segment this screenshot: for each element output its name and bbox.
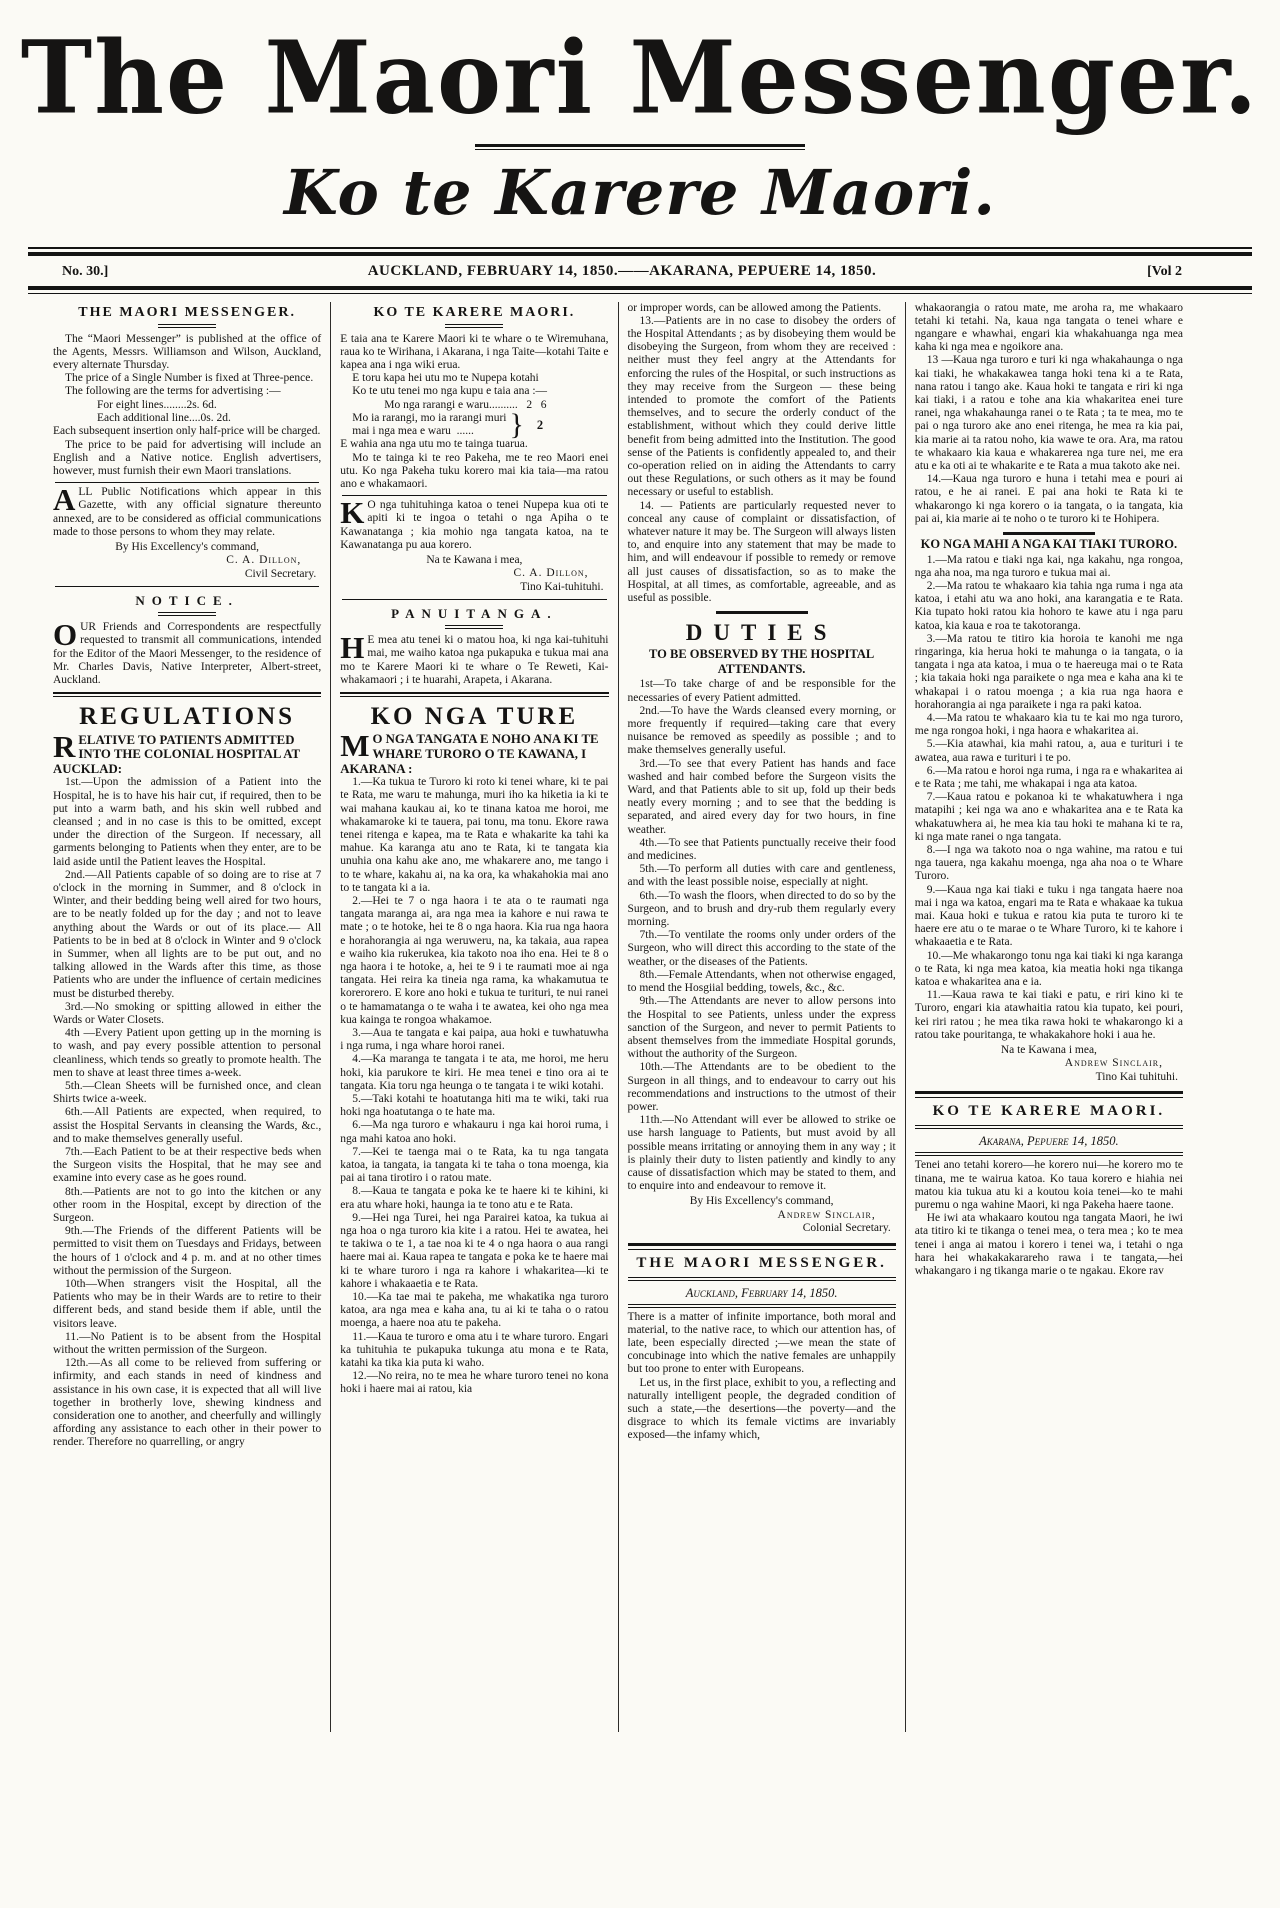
paragraph-text: 9th.—The Friends of the different Patients will be permitted to visit them on Tuesdays and Fridays, between the hours of 1 o'clock and 4 p. m. and at no other times without the permission of the Surgeon. (53, 1225, 322, 1277)
issue-number: No. 30.] (62, 263, 109, 279)
column-3 (618, 302, 905, 1732)
paragraph-text: whakaorangia o ratou mate, me aroha ra, me whakaaro tetahi ki tetahi. Na, kaua nga tangata o tenei whare e ngangare e whawhai, engari kia whakahuanga nga mea kaha ki nga mea e ngoikore ana. (914, 301, 1183, 354)
paragraph (915, 473, 1183, 526)
paragraph-text: 2nd.—All Patients capable of so doing are to rise at 7 o'clock in the morning in Summer, and 8 o'clock in Winter, and their bedding being well aired for two hours, are to be neatly folded up for the day ; and not to leave anything about the Wards or out of its place.— All Patients to be in bed at 8 o'clock in Winter and 9 o'clock in Summer, when all lights are to be put out, and no talking allowed in the Wards after this time, as those Patients who are under the influence of certain medicines must be disturbed thereby. (53, 868, 322, 1000)
paragraph (340, 1093, 608, 1119)
divider-rule (445, 625, 503, 629)
paragraph (340, 438, 608, 451)
paragraph (628, 678, 896, 704)
paragraph (340, 776, 608, 895)
divider-rule (158, 324, 216, 328)
paragraph (340, 630, 609, 687)
paragraph (628, 995, 896, 1061)
paragraph-text: 2.—Hei te 7 o nga haora i te ata o te raumati nga tangata maranga ai, ara nga mea ia kahore e nui rawa te mate ; o te hotoke, hei te 8 o nga haora. Kia rua nga haora e horahorangia ai nga weruweru, na, ka takaia, aua rapea e waiho kia rukerukea, kia takoto noa iho ena. Hei te 8 o nga haora i te hotoke, a, hei te 9 i te raumati moe ai nga tangata. Hei reira ka tineia nga rama, ka whakamutua te korerorero. E kore ano hoki e tukua te turituri, te nui ranei o te hamamatanga o te waha i te awatea, kei oho nga mea kua kainga te rongoa whakamoe. (340, 894, 609, 1026)
signature-name: Andrew Sinclair, (1064, 1057, 1163, 1070)
paragraph-text: 11th.—No Attendant will ever be allowed to strike oe use harsh language to Patients, but must avoid by all possible means irritating or annoying them in any way ; it is plainly their duty to listen patiently and kindly to any cause of dissatisfaction which may be stated to them, and to enquire into and endeavour to remove it. (627, 1114, 896, 1193)
paragraph-text: 7.—Kei te taenga mai o te Rata, ka tu nga tangata katoa, ia tangata, ia tangata ki te taha o tona moenga, kia pai ai tana tirotiro i o ratou mate. (340, 1145, 609, 1185)
paragraph-text: 1.—Ka tukua te Turoro ki roto ki tenei whare, ki te pai te Rata, me waru te mahunga, muri iho ka hiketia ia ki te wai mahana kaukau ai, ko te tinana katoa me horoi, me whakamaroke ki te tauera, pai tonu, ma tonu. Ekore rawa tenei ritenga e kapea, ma te Rata e whakarite ka tahi ka mahue. Ka karanga atu ano te Rata, ki te tangata kia unuhia ona kahu ake ano, me whakarere ano, me tango i to te whare, kakahu ai, na ka ora, ka whakahokia mai ano to te tangata ki a ia. (340, 776, 609, 894)
paragraph-text: 4.—Ka maranga te tangata i te ata, me horoi, me heru hoki, kia parukore te kiri. He mea tenei e tino ora ai te tangata. Kia toru nga heunga o te tangata i te wiki kotahi. (340, 1053, 609, 1092)
paragraph (340, 895, 608, 1027)
dropcap-letter: H (340, 630, 365, 666)
divider-rule (1003, 532, 1095, 535)
paragraph-text: 6th.—All Patients are expected, when required, to assist the Hospital Servants in cleansing the Wards, &c., and to make themselves generally useful. (53, 1106, 322, 1145)
paragraph-text: or improper words, can be allowed among the Patients. (627, 301, 882, 314)
paragraph-text: 5th.—To perform all duties with care and gentleness, and with the least possible noise, especially at night. (627, 863, 896, 889)
paragraph-text: 8th.—Patients are not to go into the kitchen or any other room in the Hospital, except by direction of the Surgeon. (53, 1185, 322, 1225)
paragraph (340, 495, 609, 552)
paragraph-text: 3.—Ma ratou te titiro kia horoia te kanohi me nga ringaringa, kia herua hoki te mahunga o ia tangata, o ia tangata i nga ata katoa, i mua o te haereuga mai o te Rata ; kia takaia hoki nga paraikete o nga mea e kaha ana ki te whakapai i o ratou moenga ; a kia rua nga haora e horahorangia ai nga paraikete i nga ra paki katoa. (914, 632, 1183, 711)
article-heading: KO TE KARERE MAORI. (373, 304, 576, 320)
paragraph (628, 1061, 896, 1114)
masthead (0, 0, 1280, 229)
paragraph (340, 1291, 608, 1331)
paragraph (53, 869, 321, 1001)
paragraph (628, 890, 896, 930)
signature-title: Tino Kai-tuhituhi. (520, 580, 604, 593)
paragraph (53, 439, 321, 479)
paragraph-text: 8.—I nga wa takoto noa o nga wahine, ma ratou e tui nga tauera, nga kakahu moenga, nga aha noa o te Whare Turoro. (914, 844, 1183, 883)
paragraph (53, 1186, 321, 1226)
paragraph-text: 10.—Ka tae mai te pakeha, me whakatika nga turoro katoa, ara nga mea e kaha ana, tu ai ki te taha o o ratou moenga, a haere noa atu te pakeha. (340, 1291, 609, 1330)
signature-block (340, 554, 608, 594)
price-lines (352, 412, 506, 438)
paragraph (53, 776, 321, 868)
divider-rule (158, 612, 216, 616)
paragraph-text: 3.—Aua te tangata e kai paipa, aua hoki e tuwhatuwha i nga ruma, i nga whare horoi ranei. (340, 1026, 609, 1053)
paragraph (340, 385, 608, 398)
paragraph (340, 1027, 608, 1053)
paragraph (53, 1331, 321, 1357)
paragraph (53, 1146, 321, 1186)
paragraph (53, 425, 321, 438)
newspaper-title: The Maori Messenger. (20, 18, 1260, 137)
paragraph (340, 452, 608, 492)
divider-rule (53, 692, 321, 697)
paragraph (340, 1053, 608, 1093)
paragraph (340, 372, 608, 385)
signature-title: Colonial Secretary. (802, 1222, 891, 1235)
paragraph-text: LL Public Notifications which appear in this Gazette, with any official signature thereunto annexed, are to be considered as official communications made to those persons to whom they may relate. (53, 486, 322, 538)
paragraph (53, 1225, 321, 1278)
paragraph (628, 758, 896, 837)
paragraph-text: 13.—Patients are in no case to disobey the orders of the Hospital Attendants ; as by disobeying them would be disobeying the Surgeon, from whom they are received : neither must they feel angry at the Attendants for enforcing the rules of the Hospital, or such instructions as they may receive from the Surgeon — these being intended to promote the comfort of the Patients themselves, and to secure the orderly conduct of the establishment, without which they could derive little benefit from being admitted into the Institution. The good sense of the Patients is confidently appealed to, and their co-operation relied on in aiding the Attendants to carry out these Regulations, or such others as it may be found necessary or useful to establish. (627, 314, 896, 499)
article-heading: THE MAORI MESSENGER. (78, 304, 296, 320)
paragraph (915, 1212, 1183, 1278)
paragraph-text: 14.—Kaua nga turoro e huna i tetahi mea e pouri ai ratou, e he ai ranei. E pai ana hoki te Rata ki te whakarongo ki nga korero o ia tangata, o ia tangata, kia pai ai, kia marie ai te noho o te turoro ki te Hohipera. (914, 473, 1183, 525)
paragraph-text: 9.—Hei nga Turei, hei nga Parairei katoa, ka tukua ai nga hoa o nga turoro kia kite i a ratou. Hei te awatea, hei te takiwa o te 1, a tae noa ki te 4 o nga haora o aua rangi haere mai ai. Kaua rapea te tangata e poka ke te haere mai ki te whare turoro i nga ra kahore i whakaritea—ki te kahore i whakaaetia e te Rata. (340, 1211, 609, 1290)
signature-preamble: By His Excellency's command, (689, 1195, 834, 1208)
paragraph-text: The following are the terms for advertising :— (65, 385, 281, 398)
divider-rule (340, 692, 608, 697)
divider-rule (628, 1243, 896, 1250)
article-heading: PANUITANGA. (391, 606, 558, 622)
paragraph-text: 11.—Kaua rawa te kai tiaki e patu, e riri kino ki te Turoro, engari kia atawhaitia ratou kia tupato, kei pouri, kei riri ratou ; he mea tika rawa hoki te whakarongo ki a ratou take pouritanga, te whakakahore hoki i aua he. (914, 989, 1183, 1041)
paragraph (628, 929, 896, 969)
paragraph (53, 1278, 321, 1331)
dropcap-letter: K (340, 495, 365, 531)
newspaper-subtitle: Ko te Karere Maori. (284, 155, 996, 229)
paragraph (53, 728, 321, 777)
paragraph (915, 738, 1183, 764)
paragraph-text: 3rd.—No smoking or spitting allowed in either the Wards or Water Closets. (53, 1000, 322, 1026)
paragraph-text: 12.—No reira, no te mea he whare turoro tenei no kona hoki i haere mai ai ratou, kia (340, 1370, 609, 1396)
paragraph-text: Each subsequent insertion only half-price will be charged. (53, 425, 321, 438)
paragraph (915, 1159, 1183, 1212)
volume-number: [Vol 2 (1147, 263, 1182, 279)
paragraph-text: 2nd.—To have the Wards cleansed every morning, or more frequently if required—taking care that every nuisance be removed as speedily as possible ; and to make themselves generally useful. (627, 704, 896, 757)
divider-rule (55, 586, 319, 587)
paragraph (628, 837, 896, 863)
paragraph (53, 1001, 321, 1027)
paragraph (628, 863, 896, 889)
paragraph-text: 4th.—To see that Patients punctually receive their food and medicines. (627, 836, 896, 863)
paragraph (53, 372, 321, 385)
paragraph-text: 11.—Kaua te turoro e oma atu i te whare turoro. Engari ka tuhituhia te pukapuka tukunga atu mona e te Rata, katahi ka tika kia puta ki waho. (340, 1330, 609, 1370)
signature-block (915, 1044, 1183, 1084)
paragraph (915, 633, 1183, 712)
paragraph-text: The “Maori Messenger” is published at the office of the Agents, Messrs. Williamson and Wilson, Auckland, every alternate Thursday. (53, 332, 322, 372)
paragraph-text: ELATIVE TO PATIENTS ADMITTED INTO THE COLONIAL HOSPITAL AT AUCKLAD: (53, 732, 300, 776)
price-line: Each additional line....0s. 2d. (97, 412, 231, 425)
paragraph (340, 1212, 608, 1291)
paragraph (628, 500, 896, 606)
paragraph-text: 2.—Ma ratou te whakaaro kia tahia nga ruma i nga ata katoa, i etahi atu wa ano hoki, ana karangatia e te Rata. Kia tupato hoki ratou kia hohoro te kawe atu i nga paru katoa, kia kaua e roa te takotoranga. (914, 579, 1183, 632)
paragraph (915, 989, 1183, 1042)
paragraph-text: 9.—Kaua nga kai tiaki e tuku i nga tangata haere noa mai i nga wa katoa, engari ma te Rata e whakaae ka tukua mai. Kaua hoki e tukua e ratou kia puta te turoro ki te haere ere atu o te marae o te Whare Turoro, ki te kahore i whakaaetia e te Rata. (914, 883, 1183, 949)
paragraph (53, 1027, 321, 1080)
paragraph-text: 7th.—To ventilate the rooms only under orders of the Surgeon, who will direct this according to the state of the weather, or the diseases of the Patients. (627, 929, 896, 968)
paragraph-text: 3rd.—To see that every Patient has hands and face washed and hair combed before the Surgeon visits the Ward, and that Patients able to sit up, fold up their beds neatly every morning ; and to see that the bedding is separated, and aired every day for two hours, in fine weather. (627, 757, 896, 836)
signature-block (628, 1195, 896, 1235)
divider-rule (915, 1125, 1183, 1129)
divider-rule (915, 1152, 1183, 1156)
article-subheading: TO BE OBSERVED BY THE HOSPITAL ATTENDANTS. (649, 647, 875, 676)
paragraph (340, 1331, 608, 1371)
divider-rule (28, 286, 1252, 294)
paragraph-text: 10th.—The Attendants are to be obedient to the Surgeon in all things, and to endeavour to carry out his recommendations and instructions to the utmost of their power. (627, 1061, 896, 1113)
paragraph-text: 6.—Ma ratou e horoi nga ruma, i nga ra e whakaritea ai e te Rata ; me tahi, me whakapai i nga ata katoa. (914, 764, 1183, 791)
paragraph (915, 302, 1183, 355)
paragraph-text: 11.—No Patient is to be absent from the Hospital without the written permission of the Surgeon. (53, 1330, 322, 1357)
paragraph (340, 1185, 608, 1211)
paragraph (53, 617, 322, 687)
divider-rule (628, 1277, 896, 1281)
section-dateline: Akarana, Pepuere 14, 1850. (979, 1134, 1119, 1149)
paragraph-text: 10.—Me whakarongo tonu nga kai tiaki ki nga karanga o te Rata, ki nga mea katoa, kia meatia hoki nga tikanga katoa e whakaritea ana e ia. (914, 949, 1183, 989)
paragraph (628, 302, 896, 315)
signature-name: C. A. Dillon, (226, 554, 302, 567)
paragraph (340, 728, 608, 776)
divider-rule (915, 1091, 1183, 1098)
signature-preamble: Na te Kawana i mea, (426, 554, 523, 567)
price-line: mai i nga mea e waru ...... (352, 425, 474, 438)
paragraph-text: O NGA TANGATA E NOHO ANA KI TE WHARE TURORO O TE KAWANA, I AKARANA : (340, 732, 599, 776)
paragraph (628, 315, 896, 500)
paragraph (915, 554, 1183, 580)
divider-rule (342, 599, 606, 600)
price-line: Mo nga rarangi e waru.......... 2 6 (384, 398, 547, 411)
paragraph-text: Let us, in the first place, exhibit to you, a reflecting and naturally intelligent people, the degraded condition of such a state,—the desertions—the poverty—and the disgrace to which its female victims are invariably exposed—the infamy which, (627, 1376, 896, 1442)
paragraph-text: 13 —Kaua nga turoro e turi ki nga whakahaunga o nga kai tiaki, he whakakawea tanga hoki tena ki a te Rata, nana ratou i tango ake. Kaua hoki te tangata e riri ki nga kai tiaki, i a ratou e tohe ana kia whakaritea enei ture ranei, nga whakahaunga ranei o te Rata ; ta te mea, mo te pai o nga turoro ake ano enei ritenga, he mea ra kia pai, kia marie ai ta ratou noho, kia wawe te ora. Ara, ma ratou te whakaaro kia kaua e whakarerea nga ture nei, me era atu e ka oti ai te whakarite e te Rata a mua takoto ake nei. (914, 354, 1183, 473)
price-line: Mo ia rarangi, mo ia rarangi muri (352, 412, 507, 425)
column-1 (44, 302, 330, 1732)
paragraph-text: E mea atu tenei ki o matou hoa, ki nga kai-tuhituhi mai, me waiho katoa nga pukapuka e tukua mai ana mo te Karere Maori ki te whare o Te Reweti, Kai-whakamaori ; i te huarahi, Arapeta, i Akarana. (340, 634, 609, 686)
paragraph-text: Ko te utu tenei mo nga kupu e taia ana :— (352, 385, 548, 398)
paragraph-text: O nga tuhituhinga katoa o tenei Nupepa kua oti te apiti ki te ingoa o tetahi o nga Apiha o te Kawanatanga ; kia mohio nga tangata katoa, na te Kawanatanga pu aua korero. (340, 499, 609, 551)
paragraph-text: 12th.—As all come to be relieved from suffering or infirmity, and each stands in need of kindness and assistance in his own case, it is expected that all will live together in brotherly love, shewing kindness and consideration one to another, and cheerfully and willingly affording any assistance to each other in their power to render. Therefore no quarrelling, or angry (53, 1357, 322, 1449)
paragraph (628, 1311, 896, 1377)
paragraph (340, 1146, 608, 1186)
paragraph-text: 5.—Taki kotahi te hoatutanga hiti ma te wiki, taki rua hoki nga hoatutanga o te hate ma. (340, 1093, 609, 1119)
dropcap-letter: M (340, 728, 370, 764)
paragraph-text: He iwi ata whakaaro koutou nga tangata Maori, he iwi ata titiro ki te tikanga o tenei mea, o tera mea ; ko te mea tenei i anga ai matou i korero i tenei wa, i tetahi o nga hara hei whakakakarareho rawa i te tangata,—hei whakangaro i ng tikanga marie o te ngakau. Ekore rav (914, 1212, 1183, 1277)
section-masthead: THE MAORI MESSENGER. (636, 1254, 887, 1271)
paragraph (53, 1106, 321, 1146)
signature-preamble: Na te Kawana i mea, (1000, 1044, 1097, 1057)
paragraph (915, 884, 1183, 950)
signature-block (53, 541, 321, 581)
paragraph-text: 7.—Kaua ratou e pokanoa ki te whakatuwhera i nga matapihi ; kei nga wa ano e whakaritea ana e te Rata ka whakatuwhera ai, he mea kia tau hoki te mahana ki te ra, ki nga mate ranei o nga tangata. (914, 791, 1183, 843)
dropcap-letter: R (53, 728, 76, 764)
article-subheading: KO NGA MAHI A NGA KAI TIAKI TURORO. (920, 537, 1178, 552)
paragraph (53, 385, 321, 398)
brace-icon: } (509, 408, 524, 442)
signature-title: Tino Kai tuhituhi. (1095, 1070, 1178, 1083)
paragraph (915, 791, 1183, 844)
paragraph-text: 8th.—Female Attendants, when not otherwise engaged, to mend the Hosgiial bedding, towels, &c., &c. (627, 968, 896, 995)
column-4 (905, 302, 1192, 1732)
paragraph-text: There is a matter of infinite importance, both moral and material, to the native race, to which our attention has, of late, been especially directed ;—we mean the state of concubinage into which the native females are unhappily but too prone to enter with Europeans. (627, 1310, 896, 1376)
paragraph (53, 482, 322, 539)
paragraph (628, 1377, 896, 1443)
paragraph (915, 580, 1183, 633)
divider-rule (716, 611, 808, 614)
masthead-divider (475, 144, 805, 150)
paragraph-text: 14. — Patients are particularly requested never to conceal any cause of complaint or dissatisfaction, of whatever nature it may be. The Surgeon will always listen to, and enquire into any statement that may be made to him, and will endeavour if possible to remedy or remove all just causes of dissatisfaction, so as to make the Hospital, at all times, as comfortable, agreeable, and as useful as possible. (627, 499, 896, 605)
paragraph-text: 8.—Kaua te tangata e poka ke te haere ki te kihini, ki era atu whare hoki, haunga ia te tono atu e te Rata. (340, 1185, 609, 1211)
article-heading: NOTICE. (135, 593, 239, 609)
paragraph-text: E toru kapa hei utu mo te Nupepa kotahi (352, 372, 539, 385)
paragraph (915, 765, 1183, 791)
paragraph (628, 1114, 896, 1193)
column-2 (330, 302, 617, 1732)
paragraph-text: 9th.—The Attendants are never to allow persons into the Hospital to see Patients, unless under the express sanction of the Surgeon, and never to permit Patients to absent themselves from the immediate Hospital gorunds, without the authority of the Surgeon. (627, 995, 896, 1061)
paragraph-text: 7th.—Each Patient to be at their respective beds when the Surgeon visits the Hospital, that he may see and examine into every case as he goes round. (53, 1146, 322, 1185)
signature-title: Civil Secretary. (244, 567, 317, 580)
paragraph (340, 1370, 608, 1396)
paragraph-text: UR Friends and Correspondents are respectfully requested to transmit all communications, intended for the Editor of the Maori Messenger, to the residence of Mr. Charles Davis, Native Interpreter, Albert-street, Auckland. (53, 621, 322, 687)
price-value: 2 (536, 417, 544, 432)
paragraph-text: Mo te tainga ki te reo Pakeha, me te reo Maori enei utu. Ko nga Pakeha tuku korero mai kia taia—ma ratou ano e whakamaori. (340, 451, 609, 491)
paragraph-text: 5.—Kia atawhai, kia mahi ratou, a, aua e turituri i te awatea, aua rawa e turituri i te po. (914, 738, 1183, 764)
paragraph (915, 712, 1183, 738)
paragraph (340, 333, 608, 373)
paragraph-text: 5th.—Clean Sheets will be furnished once, and clean Shirts twice a-week. (53, 1080, 322, 1106)
paragraph-text: 6th.—To wash the floors, when directed to do so by the Surgeon, and to brush and dry-rub them regularly every morning. (627, 889, 896, 929)
paragraph (628, 969, 896, 995)
section-masthead: KO TE KARERE MAORI. (932, 1103, 1166, 1120)
divider-rule (28, 247, 1252, 256)
paragraph-text: 1.—Ma ratou e tiaki nga kai, nga kakahu, nga rongoa, nga aha noa, ma nga turoro e tukua mai ai. (914, 553, 1183, 579)
dateline-row (62, 263, 1246, 280)
divider-rule (342, 495, 606, 496)
dateline-text: AUCKLAND, FEBRUARY 14, 1850.——AKARANA, PEPUERE 14, 1850. (367, 262, 877, 279)
paragraph-text: 4.—Ma ratou te whakaaro kia tu te kai mo nga turoro, me nga rongoa hoki, i nga haora e whakaritea ai. (914, 712, 1183, 738)
dropcap-letter: A (53, 482, 76, 518)
article-heading: REGULATIONS (79, 703, 296, 731)
paragraph-text: E taia ana te Karere Maori ki te whare o te Wiremuhana, raua ko te Wirihana, i Akarana, i nga Taite—kotahi Taite e kapea ana i nga wiki erua. (340, 332, 609, 372)
section-dateline: Auckland, February 14, 1850. (685, 1285, 838, 1300)
paragraph (915, 844, 1183, 884)
paragraph (915, 950, 1183, 990)
paragraph-text: 4th —Every Patient upon getting up in the morning is to wash, and pay every possible attention to personal cleanliness, which tends so greatly to promote health. The men to shave at least three times a-week. (53, 1027, 322, 1079)
paragraph (340, 1119, 608, 1145)
paragraph-text: The price to be paid for advertising will include an English and a Native notice. English advertisers, however, must furnish their ewn Maori translations. (53, 438, 322, 478)
article-heading: DUTIES (685, 620, 838, 646)
paragraph (53, 1357, 321, 1449)
signature-preamble: By His Excellency's command, (115, 541, 260, 554)
price-brace-group (340, 408, 608, 442)
dropcap-letter: O (53, 617, 78, 653)
price-line: For eight lines........2s. 6d. (97, 398, 217, 411)
paragraph-text: 1st—To take charge of and be responsible for the necessaries of every Patient admitted. (627, 678, 896, 704)
columns-container (44, 302, 1192, 1732)
signature-name: C. A. Dillon, (513, 567, 589, 580)
paragraph (53, 333, 321, 373)
paragraph-text: 6.—Ma nga turoro e whakauru i nga kai horoi ruma, i nga mahi katoa ano hoki. (340, 1119, 609, 1145)
paragraph-text: The price of a Single Number is fixed at Three-pence. (65, 372, 314, 385)
paragraph-text: 1st.—Upon the admission of a Patient into the Hospital, he is to have his hair cut, if required, then to be put into a warm bath, and his skin well rubbed and cleansed ; and in no case is this to be omitted, except under the direction of the Surgeon. If necessary, all garments belonging to Patients when they enter, are to be laid aside until the Patient leaves the Hospital. (53, 776, 322, 868)
paragraph (915, 354, 1183, 473)
divider-rule (55, 482, 319, 483)
paragraph (53, 1080, 321, 1106)
paragraph (628, 705, 896, 758)
divider-rule (628, 1304, 896, 1308)
signature-name: Andrew Sinclair, (777, 1208, 876, 1221)
paragraph-text: 10th—When strangers visit the Hospital, all the Patients who may be in their Wards are to retire to their different beds, and stand beside them if able, until the visitors leave. (53, 1278, 322, 1330)
paragraph-text: E wahia ana nga utu mo te tainga tuarua. (340, 438, 528, 451)
divider-rule (445, 324, 503, 328)
article-heading: KO NGA TURE (370, 703, 579, 731)
paragraph-text: Tenei ano tetahi korero—he korero nui—he korero mo te tinana, me te wairua katoa. Ko taua korero e hiahia nei matou kia tukua atu ki a koutou koia tenei—ko te mahi puremu o nga wahine Maori, ki nga Pakeha haere taone. (914, 1159, 1183, 1211)
